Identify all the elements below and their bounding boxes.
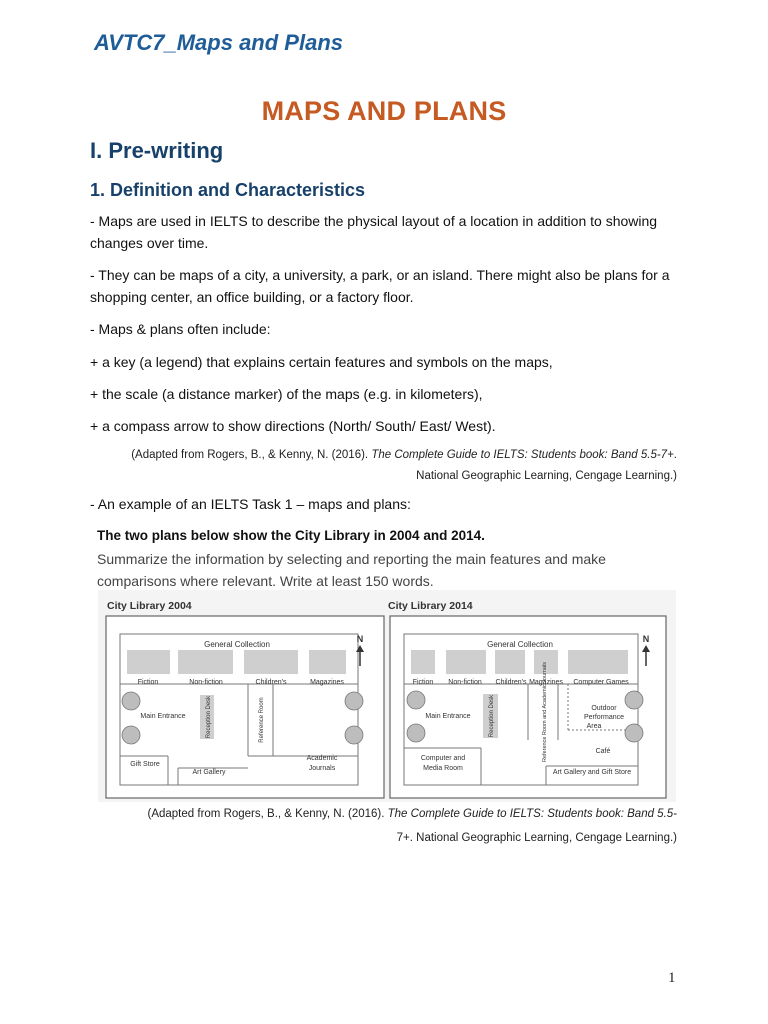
plan-2014-outdoor: Outdoor xyxy=(591,705,617,712)
plan-2004-shelf-childrens xyxy=(244,650,298,674)
list-item-compass: + a compass arrow to show directions (North/ South/ East/ West). xyxy=(90,418,496,434)
library-plans-figure xyxy=(98,590,676,802)
plan-2004-tree-icon xyxy=(345,726,363,744)
plan-2004-tree-icon xyxy=(122,692,140,710)
citation-first-suffix: . xyxy=(673,449,677,461)
plan-2014-general-collection: General Collection xyxy=(487,640,553,649)
example-intro: - An example of an IELTS Task 1 – maps and plans: xyxy=(90,496,411,512)
plan-2014-shelf-nonfiction xyxy=(446,650,486,674)
citation-first-publisher: National Geographic Learning, Cengage Learning.) xyxy=(416,470,677,482)
plan-2004-nonfiction: Non-fiction xyxy=(189,679,223,686)
citation-second-book: The Complete Guide to IELTS: Students book: Band 5.5- xyxy=(387,808,677,820)
citation-second-prefix: (Adapted from Rogers, B., & Kenny, N. (2016). xyxy=(147,808,388,820)
plan-2004-reception-desk: Reception Desk xyxy=(206,695,212,739)
citation-second xyxy=(77,802,677,850)
paragraph-include: - Maps & plans often include: xyxy=(90,321,271,337)
plan-2004-shelf-nonfiction xyxy=(178,650,233,674)
plan-2014-childrens: Children's xyxy=(495,679,527,686)
plan-2004-art-gallery: Art Gallery xyxy=(192,769,226,776)
plan-2014-art-gallery-gift-store: Art Gallery and Gift Store xyxy=(552,769,632,776)
plan-2014-nonfiction: Non-fiction xyxy=(448,679,482,686)
citation-second-publisher: 7+. National Geographic Learning, Cengage Learning.) xyxy=(396,832,677,844)
page-number: 1 xyxy=(668,970,676,986)
plan-2004-journals: Journals xyxy=(308,765,336,772)
paragraph-map-types: - They can be maps of a city, a university, a park, or an island. There might also be plans for a shopping center, an office building, or a factory floor. xyxy=(90,267,670,305)
paragraph-definition: - Maps are used in IELTS to describe the physical layout of a location in addition to showing changes over time. xyxy=(90,213,658,251)
task-instructions: Summarize the information by selecting and reporting the main features and make comparisons where relevant. Write at least 150 words. xyxy=(97,551,606,589)
plan-2014-tree-icon xyxy=(625,724,643,742)
task-prompt: The two plans below show the City Library in 2004 and 2014. xyxy=(97,528,485,543)
plan-2004-reference-room: Reference Room xyxy=(259,697,265,743)
citation-first xyxy=(77,445,677,487)
plan-2014-tree-icon xyxy=(625,691,643,709)
plan-2014-computer-and: Computer and xyxy=(420,755,466,762)
plan-2014-title: City Library 2014 xyxy=(388,600,473,612)
plan-2004-north-label: N xyxy=(356,634,364,644)
citation-first-prefix: (Adapted from Rogers, B., & Kenny, N. (2016). xyxy=(131,449,372,461)
plan-2014-fiction: Fiction xyxy=(412,679,434,686)
plan-2004-tree-icon xyxy=(122,726,140,744)
plan-2004-title: City Library 2004 xyxy=(107,600,192,612)
section-heading: I. Pre-writing xyxy=(90,138,224,163)
plan-2014-magazines: Magazines xyxy=(529,679,563,686)
list-item-key: + a key (a legend) that explains certain features and symbols on the maps, xyxy=(90,354,553,370)
plan-2014-reception-desk: Reception Desk xyxy=(489,694,495,738)
plan-2014-north-label: N xyxy=(642,634,650,644)
list-item-scale: + the scale (a distance marker) of the maps (e.g. in kilometers), xyxy=(90,386,483,402)
plan-2004-gift-store: Gift Store xyxy=(130,761,160,768)
citation-first-book: The Complete Guide to IELTS: Students book: Band 5.5-7+ xyxy=(371,449,674,461)
plan-2004-childrens: Children's xyxy=(255,679,287,686)
plan-2004-main-entrance: Main Entrance xyxy=(140,713,186,720)
document-header-title: AVTC7_Maps and Plans xyxy=(94,30,343,55)
plan-2004-magazines: Magazines xyxy=(310,679,344,686)
plan-2004-tree-icon xyxy=(345,692,363,710)
plan-2014-main-entrance: Main Entrance xyxy=(425,713,471,720)
plan-2014-shelf-fiction xyxy=(411,650,435,674)
plan-2014-shelf-computer-games xyxy=(568,650,628,674)
page-title: MAPS AND PLANS xyxy=(261,96,507,126)
plan-2004-shelf-magazines xyxy=(309,650,346,674)
plan-2014-reference-room: Reference Room and Academic Journals xyxy=(542,662,548,762)
plan-2004-academic: Academic xyxy=(306,755,338,762)
plan-2014-media-room: Media Room xyxy=(423,765,463,772)
plan-2004-fiction: Fiction xyxy=(137,679,159,686)
plan-2014-shelf-childrens xyxy=(495,650,525,674)
plan-2004-shelf-fiction xyxy=(127,650,170,674)
plan-2014-tree-icon xyxy=(407,724,425,742)
plan-2014-area: Area xyxy=(586,723,602,730)
subsection-heading: 1. Definition and Characteristics xyxy=(90,180,366,200)
plan-2014-computer-games: Computer Games xyxy=(573,679,629,686)
plan-2014-cafe: Café xyxy=(595,748,611,755)
plan-2004-general-collection: General Collection xyxy=(204,640,270,649)
library-plans-svg xyxy=(98,590,676,802)
plan-2014-performance: Performance xyxy=(583,714,625,721)
plan-2014-tree-icon xyxy=(407,691,425,709)
